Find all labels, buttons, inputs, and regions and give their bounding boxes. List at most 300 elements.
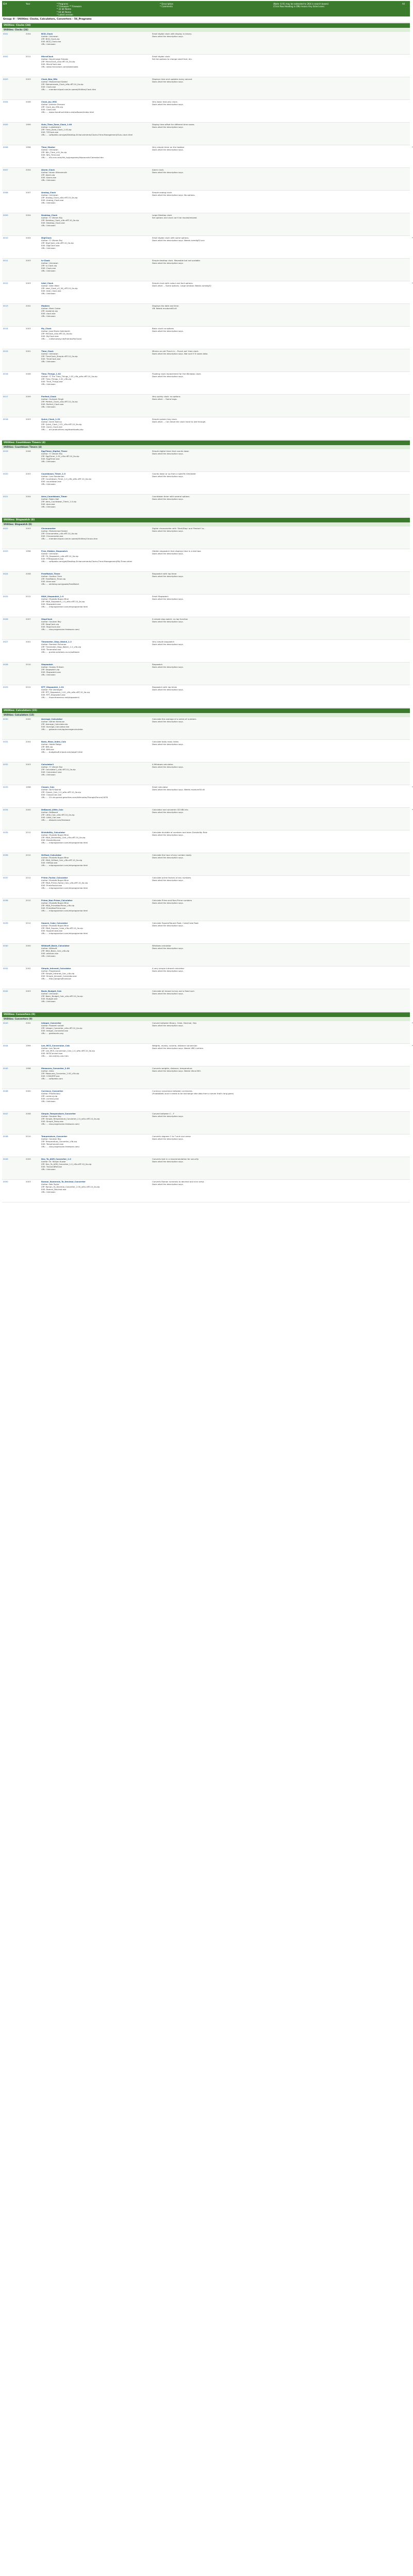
program-detail-line[interactable]: URL: … geekworks.org	[41, 1032, 63, 1035]
program-row[interactable]	[2, 640, 410, 663]
program-detail-line[interactable]: URL: Unknown	[41, 360, 56, 363]
description-line: Hidden stopwatch that displays time in a text box	[152, 550, 201, 552]
program-name[interactable]: DeBased_Little_Calc	[41, 808, 63, 811]
program-detail-line[interactable]: URL: Unknown	[41, 405, 56, 409]
program-detail-line[interactable]: URL: … frozenfreezerco.net/stopwatch/	[41, 696, 80, 699]
program-id: 0045	[3, 1067, 8, 1070]
program-details	[41, 876, 152, 897]
program-detail-line: EXE: CONVERT.exe	[41, 1075, 60, 1078]
program-detail-line[interactable]: URL: … hfs.ncsu.edu/hfs_hp/programs/ikiprocontr/Calendar.htm	[41, 156, 104, 159]
program-name[interactable]: Intel_Clock	[41, 282, 54, 284]
program-row[interactable]	[2, 967, 410, 989]
program-name[interactable]: HrMost_Calculator	[41, 854, 62, 856]
program-detail-line[interactable]: URL: Unknown	[41, 1168, 56, 1171]
program-detail-line: EXE: Time_Things.exe	[41, 380, 63, 383]
notes-cell	[290, 214, 406, 235]
program-detail-line: ZIP: Wild_Basic_Calc_v4b.zip	[41, 950, 70, 953]
program-detail-line[interactable]: URL: Unknown	[41, 292, 56, 295]
program-name[interactable]: FreeMatch_Timer	[41, 572, 60, 575]
program-detail-line[interactable]: URL: … budgetsoft.tripod.com/page3.html	[41, 751, 83, 754]
program-row[interactable]	[2, 1044, 413, 1066]
program-id: 0021	[3, 495, 8, 498]
program-detail-line: EXE: MCSConvert.exe	[41, 1052, 63, 1055]
program-row[interactable]	[2, 100, 410, 123]
program-detail-line: ZIP: M&K_Prime_Factor_Calc_v3b-nRT-10_0a.zip	[41, 882, 88, 885]
program-name[interactable]: Chronometer	[41, 527, 56, 530]
program-detail-line[interactable]: URL: … mkprogramlari.com/mkprogramlar.html	[41, 909, 88, 912]
program-detail-line[interactable]: URL: … mkprogramlari.com/mkprogramlar.html	[41, 932, 88, 935]
program-details	[41, 1090, 152, 1111]
program-name[interactable]: iv-Clock	[41, 259, 50, 262]
program-year: 2006	[26, 450, 31, 452]
program-row[interactable]	[2, 145, 413, 168]
program-row[interactable]	[2, 717, 410, 740]
program-name[interactable]: Currency_Converter	[41, 1090, 63, 1092]
program-name[interactable]: Integer_Converter	[41, 1022, 61, 1024]
program-detail-line[interactable]: URL: Unknown	[41, 773, 56, 776]
description-line: Calculate prime factors of any numbers	[152, 876, 191, 879]
program-name[interactable]: Prime_Non-Prime_Calculator	[41, 899, 73, 902]
description-line: Does what the description says.	[152, 575, 184, 578]
program-detail-line[interactable]: URL: … dbased.com/freeware	[41, 819, 71, 822]
program-row[interactable]	[2, 472, 410, 495]
program-detail-line: ZIP: BCD_Clock.zip	[41, 38, 60, 41]
program-details	[41, 1180, 152, 1201]
program-details	[41, 214, 152, 235]
program-year: 2004	[26, 32, 31, 35]
program-name[interactable]: Temperature_Converter	[41, 1135, 68, 1138]
notes-cell	[290, 718, 406, 739]
program-year: 2003	[26, 327, 31, 330]
program-detail-line: ZIP: BMI.zip	[41, 745, 53, 749]
program-name[interactable]: Clock_Joy_MiG	[41, 100, 57, 103]
program-name[interactable]: Prime_Factor_Calculator	[41, 876, 68, 879]
program-detail-line[interactable]: URL: Unknown	[41, 505, 56, 509]
program-detail-line[interactable]: URL: … whitelay.com/goods/FreeMatch	[41, 583, 79, 586]
program-row[interactable]	[2, 123, 410, 145]
program-year: 2003	[26, 472, 31, 475]
program-name[interactable]: Body_Mass_Index_Calc	[41, 740, 67, 743]
program-details	[41, 686, 152, 707]
program-row[interactable]	[2, 213, 410, 236]
program-detail-line: Author: Gustav Eriksen	[41, 666, 64, 669]
program-detail-line: ZIP: M&K_Square_Cube_v3b-nRT-10_0a.zip	[41, 927, 83, 930]
description-line: Convert between Binary, Octal, Decimal, Hex	[152, 1022, 197, 1024]
program-detail-line[interactable]: URL: … gumbi-solutions.co.nz/software	[41, 651, 80, 654]
program-row[interactable]	[2, 944, 410, 967]
description-line: Does what the description says.	[152, 666, 184, 669]
program-detail-line[interactable]: URL: … nbo.progressive-freeware.com/	[41, 1123, 80, 1126]
program-row[interactable]	[2, 1180, 410, 1202]
program-row[interactable]	[2, 740, 410, 762]
program-detail-line: ZIP: Measures_Converter_2.00_v3b.zip	[41, 1072, 79, 1075]
program-description	[152, 831, 290, 852]
flag-cell	[406, 123, 413, 144]
program-detail-line: ZIP: Perfect_Clock_v4b-nRT-10_0a.zip	[41, 400, 78, 403]
program-row[interactable]	[2, 663, 410, 685]
program-details	[41, 123, 152, 144]
program-name[interactable]: Timemeter_Stop_Watch_1.2	[41, 640, 72, 643]
program-description	[152, 763, 290, 784]
program-details	[41, 831, 152, 852]
flag-cell	[406, 595, 413, 616]
category-header: Utilities: Converters (9)	[2, 1012, 410, 1017]
program-year: 2004	[26, 740, 31, 743]
program-name[interactable]: EggTimer_Digital_Timer	[41, 450, 68, 452]
description-line: Very quirky clock: no options	[152, 395, 180, 398]
description-line: Does what the description says.	[152, 947, 184, 950]
program-name[interactable]: Basic_Budget_Calc	[41, 990, 62, 992]
program-id: 0040	[3, 944, 8, 947]
program-name[interactable]: Time_Master	[41, 146, 56, 148]
program-id: 0009	[3, 214, 8, 216]
program-detail-line: EXE: Desktop_Clock.exe	[41, 222, 65, 225]
description-line: Does what the description says.	[152, 598, 184, 601]
program-description	[152, 372, 290, 394]
program-detail-line: ZIP: Mohammads_Clock_v6b.nRT-10_0a.zip	[41, 83, 84, 86]
program-list	[2, 32, 413, 440]
program-row[interactable]	[2, 327, 410, 349]
program-name[interactable]: MicroClock	[41, 55, 54, 58]
program-detail-line: EXE: currency.exe	[41, 1097, 59, 1100]
program-year: 2006	[26, 100, 31, 103]
program-id: 0044	[3, 1044, 8, 1047]
notes-cell	[290, 1044, 406, 1065]
program-detail-line: EXE: MyClock.exe	[41, 335, 59, 338]
description-line: Does what the description says.	[152, 1183, 184, 1186]
program-row[interactable]	[2, 617, 410, 640]
program-row[interactable]	[2, 236, 413, 259]
flag-cell	[406, 944, 413, 965]
program-description	[152, 55, 290, 76]
flag-cell: *	[412, 786, 413, 788]
program-name[interactable]: BCD_Clock	[41, 32, 53, 35]
program-row[interactable]	[2, 808, 413, 831]
program-description	[152, 259, 290, 280]
program-detail-line[interactable]: URL: … 20-uks.genial.geocities.com/billmustar/Triangle/Forum/1678	[41, 796, 108, 799]
program-details	[41, 168, 152, 190]
header-notes: (Note: 6.91 may be extended to 264 in search boxes) (Click Row Heading is ON) means Any listed ones:	[273, 3, 329, 8]
program-detail-line[interactable]: URL: Unknown	[41, 269, 56, 273]
program-name[interactable]: Aero_Countdown_Timer	[41, 495, 68, 498]
program-detail-line[interactable]: URL: Unknown	[41, 383, 56, 386]
program-row[interactable]	[2, 853, 410, 876]
program-detail-line[interactable]: URL: … softpedia.com/get/Desktop-Enhancements/Clocks-Time-Management/Gulu-clock.html	[41, 133, 133, 137]
program-name[interactable]: Stopwatch	[41, 663, 53, 666]
program-name[interactable]: Dec_To_ASM_Converter_1.0	[41, 1158, 71, 1160]
program-detail-line: Author: Istvan Winnemuth	[41, 171, 67, 174]
notes-cell	[290, 944, 406, 965]
program-year: 2000	[26, 808, 31, 811]
program-row[interactable]	[2, 1112, 410, 1134]
program-name[interactable]: Square_Cube_Calculator	[41, 922, 68, 924]
program-year: 2007	[26, 618, 31, 620]
program-row[interactable]	[2, 304, 410, 327]
program-row[interactable]	[2, 762, 410, 785]
program-name[interactable]: Free_Hidden_Stopwatch	[41, 550, 68, 552]
program-id: 0005	[3, 123, 8, 126]
program-name[interactable]: Wildsoft_Basic_Calculator	[41, 944, 70, 947]
program-row[interactable]	[2, 1066, 410, 1089]
program-row[interactable]	[2, 1089, 410, 1112]
program-id: 0043	[3, 1022, 8, 1024]
program-name[interactable]: M&K_Stopwatch_1.0	[41, 595, 64, 598]
description-line: Very simple timer on the taskbar	[152, 146, 185, 148]
program-description	[152, 854, 290, 875]
description-line: Small digital clock with some options.	[152, 236, 189, 239]
program-details	[41, 854, 152, 875]
program-detail-line[interactable]: URL: Unknown	[41, 201, 56, 205]
flag-cell	[406, 32, 413, 54]
program-name[interactable]: RTT_Stopwatch_1.01	[41, 686, 64, 688]
program-row[interactable]	[2, 417, 410, 440]
program-detail-line: Author: Robin Hall	[41, 498, 59, 501]
program-year: 1999	[26, 1044, 31, 1047]
program-detail-line[interactable]: URL: Unknown	[41, 1191, 56, 1194]
program-details	[41, 944, 152, 965]
notes-cell	[290, 618, 406, 639]
flag-cell	[406, 527, 413, 548]
program-row[interactable]	[2, 989, 410, 1012]
description-line: Small digital clock with display in binary.	[152, 32, 192, 35]
program-name[interactable]: Calculator1	[41, 763, 54, 766]
program-details	[41, 572, 152, 594]
program-detail-line[interactable]: URL: Unknown	[41, 179, 56, 182]
description-line: Does what the description says.	[152, 811, 184, 814]
program-row[interactable]	[2, 259, 410, 281]
program-name[interactable]: Average_Calculator	[41, 718, 63, 720]
program-detail-line: EXE: Roman_Decimal.exe	[41, 1188, 67, 1191]
program-detail-line[interactable]: URL: Unknown	[41, 955, 56, 958]
program-description	[152, 32, 290, 54]
notes-cell	[290, 450, 406, 471]
program-detail-line[interactable]: URL: … member.tripod.com/m-saeed/Utilities/Clock.htm	[41, 88, 96, 91]
program-description	[152, 686, 290, 707]
description-line: Does what the description says.	[152, 498, 184, 501]
notes-cell	[290, 1022, 406, 1043]
program-id: 0032	[3, 763, 8, 766]
program-detail-line[interactable]: URL: … www.rhandhuchiklers.net/software/index.html	[41, 111, 94, 114]
program-detail-line: Author: DeBased	[41, 811, 58, 814]
program-name[interactable]: StopClock	[41, 618, 53, 620]
program-year: 2002	[26, 1022, 31, 1024]
sections-container	[2, 23, 413, 1202]
program-description	[152, 495, 290, 516]
program-detail-line[interactable]: URL: … art-productions.org/downloads.php	[41, 428, 84, 431]
program-row[interactable]	[2, 572, 410, 595]
program-row[interactable]	[2, 1134, 410, 1157]
program-name[interactable]: Time_Things_1.02	[41, 372, 61, 375]
program-row[interactable]	[2, 1157, 410, 1180]
program-detail-line[interactable]: URL: … mkprogramlari.com/mkprogramlar.html	[41, 605, 88, 608]
program-name[interactable]: Divisibility_Calculator	[41, 831, 65, 834]
program-detail-line: ZIP: Time_Things_1.02_v3b.zip	[41, 378, 72, 381]
program-year: 2008	[26, 1112, 31, 1115]
program-detail-line[interactable]: URL: … lee.net/ms-calc.htm	[41, 1055, 69, 1058]
description-line: Set list options to change small font, etc.	[152, 58, 193, 61]
program-detail-line[interactable]: URL: … rcdlsmuksky.net/frames/MyClock/	[41, 337, 82, 341]
program-details	[41, 55, 152, 76]
program-detail-line[interactable]: URL: Unknown	[41, 315, 56, 318]
description-line: Does what the description says. Needs Vbrun300.	[152, 1070, 201, 1073]
program-detail-line[interactable]: URL: … softpedia.com/get/Desktop-Enhancements/Clocks-Time-Management/My-Timer.shtml	[41, 560, 133, 563]
program-year: 2010	[26, 1135, 31, 1138]
program-name[interactable]: Alarm_Clock	[41, 168, 55, 171]
program-year: 2000	[26, 1090, 31, 1092]
program-detail-line: EXE: clock.exe	[41, 312, 56, 315]
program-name[interactable]: Simple_Temperature_Converter	[41, 1112, 76, 1115]
program-detail-line[interactable]: URL: … mkprogramlari.com/mkprogramlar.html	[41, 864, 88, 867]
description-line: Display time offset for different time zones.	[152, 123, 195, 126]
program-name[interactable]: Quick_Clock_1.01	[41, 418, 60, 420]
program-row[interactable]	[2, 349, 410, 372]
program-description	[152, 350, 290, 371]
description-line: Does what … Can leave the clock hand to see through.	[152, 420, 206, 423]
program-row[interactable]	[2, 395, 410, 417]
program-row[interactable]	[2, 168, 410, 191]
program-name[interactable]: Time_Clock	[41, 350, 54, 352]
program-detail-line[interactable]: URL: … nbo.progressive-freeware.com/	[41, 1145, 80, 1148]
program-detail-line[interactable]: URL: www.microclock.com/downloads	[41, 65, 78, 69]
header-id: ID#	[3, 3, 7, 5]
program-details	[41, 304, 152, 326]
program-row[interactable]	[2, 595, 410, 617]
program-detail-line[interactable]: URL: … nbo.progressive-freeware.com/	[41, 628, 80, 631]
program-name[interactable]: Classic_Calc	[41, 786, 55, 788]
program-detail-line[interactable]: URL: … mkprogramlari.com/mkprogramlar.html	[41, 887, 88, 890]
description-line: Does what the description says. No options.	[152, 194, 195, 197]
program-detail-line[interactable]: URL: Unknown	[41, 224, 56, 227]
program-year: 2003	[26, 282, 31, 284]
program-year: 2010	[26, 663, 31, 666]
program-description	[152, 572, 290, 594]
program-name[interactable]: Modern	[41, 304, 50, 307]
program-name[interactable]: My_Clock	[41, 327, 52, 330]
header-flag: A/I	[402, 3, 405, 5]
program-detail-line: ZIP: Calculator1_v4b.nRT-10_0a.zip	[41, 768, 76, 771]
program-year: 2004	[26, 168, 31, 171]
program-name[interactable]: Simple_Intranet_Calculator	[41, 967, 71, 970]
program-name[interactable]: Gulu_Time_Zone_Clock_1.00	[41, 123, 72, 126]
program-row[interactable]	[2, 1021, 413, 1044]
program-description	[152, 1135, 290, 1156]
program-row[interactable]	[2, 876, 410, 899]
program-details	[41, 78, 152, 99]
description-line: Does what the description says.	[152, 970, 184, 973]
flag-cell	[406, 1090, 413, 1111]
program-detail-line: Author: Gurbank Singh	[41, 398, 64, 401]
program-detail-line: Author: Adrian Kahouan	[41, 720, 65, 723]
program-row[interactable]	[2, 785, 413, 808]
program-row[interactable]	[2, 77, 410, 100]
notes-cell	[290, 259, 406, 280]
program-id: 0010	[3, 236, 8, 239]
program-detail-line[interactable]: URL: … member.tripod.com/m-saeed/Utilities/Chrono.htm	[41, 537, 98, 540]
program-detail-line[interactable]: URL: Unknown	[41, 1000, 56, 1003]
description-line: Converts text in a recommendation for security	[152, 1158, 199, 1160]
program-id: 0022	[3, 527, 8, 530]
program-name[interactable]: DigiClock	[41, 236, 52, 239]
program-row[interactable]	[2, 449, 410, 472]
program-description	[152, 718, 290, 739]
program-name[interactable]: Clock_Beo_Mfn	[41, 78, 58, 80]
program-detail-line: ZIP: FH_Stopwatch_v4b.nRT-10_0a.zip	[41, 555, 78, 558]
program-detail-line[interactable]: URL: … mkprogramlari.com/mkprogramlar.html	[41, 841, 88, 844]
program-detail-line: ZIP: FreeMatch_Timer.zip	[41, 578, 66, 581]
program-row[interactable]	[2, 831, 410, 853]
program-details	[41, 663, 152, 684]
description-line: Windows calculator	[152, 944, 171, 947]
program-name[interactable]: Perfect_Clock	[41, 395, 56, 398]
program-detail-line: Author: Habib Malgo	[41, 743, 61, 746]
program-description	[152, 876, 290, 897]
program-detail-line: EXE: Clock.exe	[41, 108, 56, 111]
program-row[interactable]	[2, 55, 410, 77]
program-details	[41, 595, 152, 616]
program-detail-line: Author: Gordon Chen	[41, 575, 62, 578]
program-name[interactable]: Countdown_Timer_1.0	[41, 472, 65, 475]
program-id: 0008	[3, 191, 8, 194]
program-row[interactable]	[2, 281, 413, 304]
program-detail-line[interactable]: URL: Unknown	[41, 673, 56, 676]
description-line: Does what the description says.	[152, 688, 184, 691]
program-row[interactable]	[2, 685, 410, 708]
flag-cell	[406, 78, 413, 99]
program-detail-line[interactable]: URL: … gsbauer.com/ap/averagecalculator	[41, 728, 83, 731]
program-row[interactable]	[2, 527, 410, 549]
program-detail-line[interactable]: URL: … http://progrsoft.be/use	[41, 977, 71, 980]
flag-cell	[406, 1135, 413, 1156]
program-row[interactable]	[2, 191, 410, 213]
program-detail-line: Author: Rik Vantalgen	[41, 688, 63, 691]
description-line: Alarm clock.	[152, 168, 164, 171]
program-detail-line: Author: Jose Maria Galimberti	[41, 330, 70, 333]
program-row[interactable]	[2, 899, 410, 921]
program-details	[41, 718, 152, 739]
program-detail-line[interactable]: URL: … softpedia.com	[41, 1077, 63, 1080]
program-name[interactable]: Desktop_Clock	[41, 214, 58, 216]
program-name[interactable]: Analog_Clock	[41, 191, 56, 194]
program-row[interactable]	[2, 549, 410, 572]
program-year: 2003	[26, 990, 31, 992]
description-line: Does what … Some bugs.	[152, 398, 177, 401]
program-name[interactable]: Roman_Numerals_To_Decimal_Converter	[41, 1180, 86, 1183]
program-row[interactable]	[2, 32, 410, 55]
program-row[interactable]	[2, 372, 410, 395]
program-name[interactable]: Measures_Converter_2.00	[41, 1067, 70, 1070]
program-row[interactable]	[2, 921, 410, 944]
program-year: 2009	[26, 395, 31, 398]
program-detail-line: Author: Mustafa Bugra Mine	[41, 924, 69, 927]
program-detail-line[interactable]: URL: Unknown	[41, 247, 56, 250]
program-detail-line[interactable]: URL: Unknown	[41, 460, 56, 463]
program-year: 2007	[26, 191, 31, 194]
program-detail-line[interactable]: URL: Unknown	[41, 43, 56, 46]
description-line: Simple desktop clock. Moveable but not scalable.	[152, 259, 201, 262]
notes-cell	[290, 304, 406, 326]
flag-cell	[406, 663, 413, 684]
program-detail-line[interactable]: URL: Unknown	[41, 1100, 56, 1103]
description-line: Very basic text-only clock.	[152, 100, 178, 103]
program-row[interactable]	[2, 495, 410, 517]
program-detail-line[interactable]: URL: Unknown	[41, 483, 56, 486]
description-line: Does what the description says.	[152, 80, 184, 83]
program-details	[41, 550, 152, 571]
program-detail-line: EXE: countdown.exe	[41, 480, 61, 483]
program-name[interactable]: Lee_MCS_Conversion_Calc	[41, 1044, 70, 1047]
notes-cell	[290, 191, 406, 212]
program-year: 2000	[26, 944, 31, 947]
